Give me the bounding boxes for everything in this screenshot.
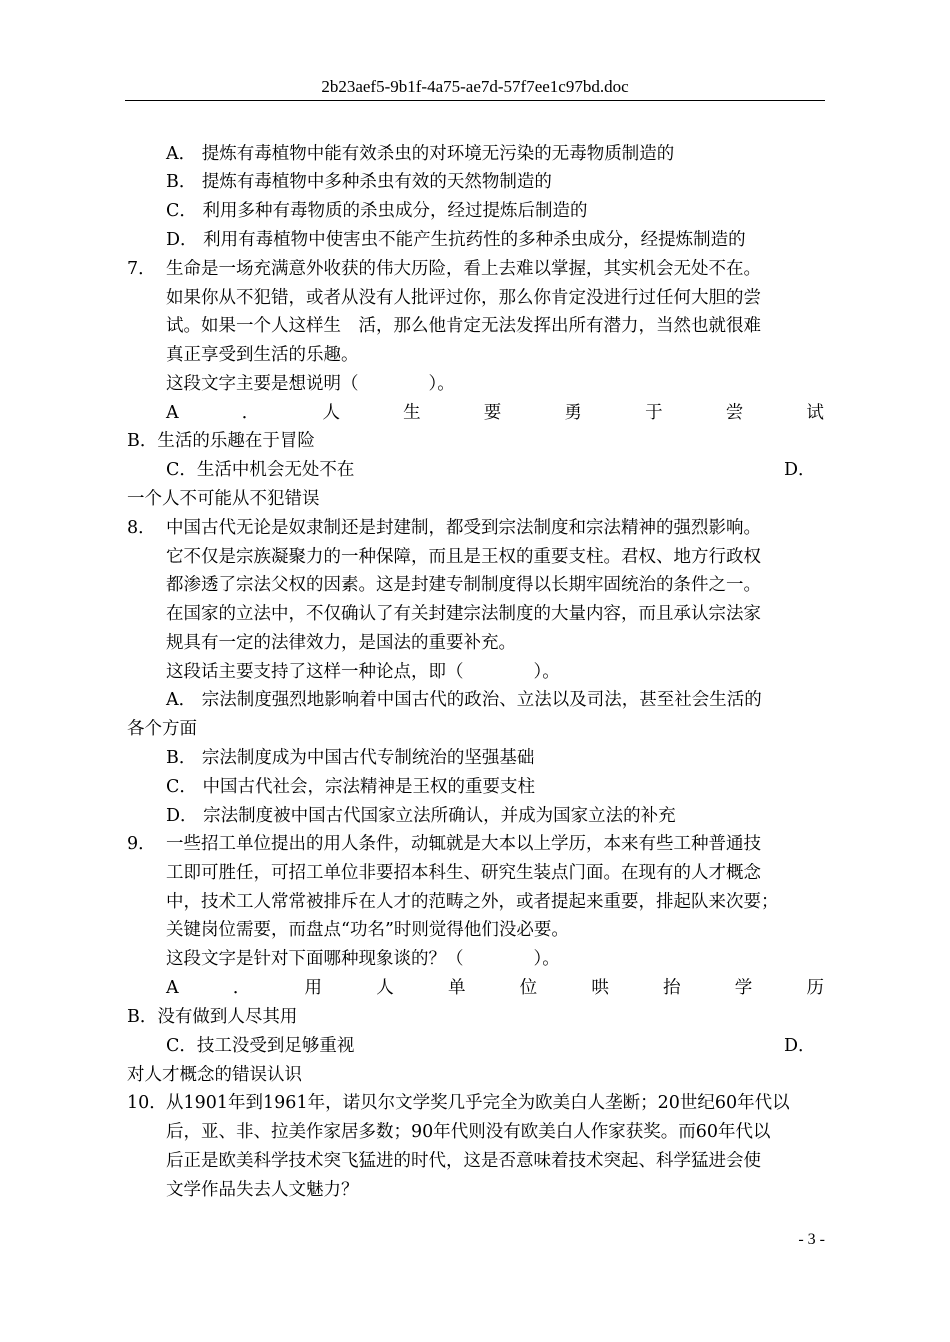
q9-option-a-char: 哄 xyxy=(591,978,609,998)
q7-option-a-char: 于 xyxy=(645,403,663,423)
q7-text-line: 生命是一场充满意外收获的伟大历险，看上去难以掌握，其实机会无处不在。 xyxy=(166,259,761,279)
q9-option-d: 对人才概念的错误认识 xyxy=(127,1065,302,1085)
q7-option-a-char: 要 xyxy=(483,403,502,423)
q7-text-line: 如果你从不犯错，或者从没有人批评过你，那么你肯定没进行过任何大胆的尝 xyxy=(166,288,761,308)
q8-number: 8． xyxy=(127,518,156,538)
q6-option-d: D． 利用有毒植物中使害虫不能产生抗药性的多种杀虫成分，经提炼制造的 xyxy=(166,230,746,250)
q10-number: 10． xyxy=(127,1093,167,1113)
q6-option-c: C． 利用多种有毒物质的杀虫成分，经过提炼后制造的 xyxy=(166,201,588,221)
q7-option-c: C．生活中机会无处不在 xyxy=(166,460,355,480)
q9-option-b: B．没有做到人尽其用 xyxy=(127,1007,298,1027)
q7-option-a-char: ． xyxy=(241,403,260,423)
q8-text-line: 都渗透了宗法父权的因素。这是封建专制制度得以长期牢固统治的条件之一。 xyxy=(166,575,761,595)
q9-option-a-char: 用 xyxy=(304,978,323,998)
q9-text-line: 中，技术工人常常被排斥在人才的范畴之外，或者提起来重要，排起队来次要； xyxy=(166,892,779,912)
q9-option-a-char: 位 xyxy=(519,978,538,998)
q9-option-a-char: 人 xyxy=(376,978,394,998)
q9-option-a-char: ． xyxy=(232,978,251,998)
q7-number: 7． xyxy=(127,259,156,279)
page-number: - 3 - xyxy=(798,1231,825,1248)
q7-option-a-char: 勇 xyxy=(564,403,582,423)
q9-text-line: 一些招工单位提出的用人条件，动辄就是大本以上学历，本来有些工种普通技 xyxy=(166,834,761,854)
q9-prompt: 这段文字是针对下面哪种现象谈的？（ ）。 xyxy=(166,949,560,969)
q9-option-c: C．技工没受到足够重视 xyxy=(166,1036,355,1056)
q6-option-a: A． 提炼有毒植物中能有效杀虫的对环境无污染的无毒物质制造的 xyxy=(166,144,675,164)
q9-option-a-char: 单 xyxy=(447,978,466,998)
q9-option-a-char: A xyxy=(166,978,179,998)
q8-option-a-continued: 各个方面 xyxy=(127,719,197,739)
q10-text-line: 文学作品失去人文魅力？ xyxy=(166,1180,359,1200)
q7-option-a-char: A xyxy=(166,403,179,423)
q7-prompt: 这段文字主要是想说明（ ）。 xyxy=(166,374,455,394)
q9-number: 9． xyxy=(127,834,156,854)
document-filename: 2b23aef5-9b1f-4a75-ae7d-57f7ee1c97bd.doc xyxy=(321,77,629,96)
q8-text-line: 在国家的立法中，不仅确认了有关封建宗法制度的大量内容，而且承认宗法家 xyxy=(166,604,761,624)
q8-text-line: 中国古代无论是奴隶制还是封建制，都受到宗法制度和宗法精神的强烈影响。 xyxy=(166,518,761,538)
q9-text-line: 关键岗位需要，而盘点“功名”时则觉得他们没必要。 xyxy=(166,920,569,940)
q9-option-a xyxy=(166,976,824,1000)
header-divider xyxy=(125,100,825,101)
q7-option-d: 一个人不可能从不犯错误 xyxy=(127,489,320,509)
q10-text-line: 后，亚、非、拉美作家居多数；90年代则没有欧美白人作家获奖。而60年代以 xyxy=(166,1122,771,1142)
q9-option-a-char: 历 xyxy=(806,978,824,998)
q9-text-line: 工即可胜任，可招工单位非要招本科生、研究生装点门面。在现有的人才概念 xyxy=(166,863,761,883)
q9-option-a-char: 学 xyxy=(734,978,753,998)
q7-option-d-label: D． xyxy=(784,460,816,480)
q8-option-b: B． 宗法制度成为中国古代专制统治的坚强基础 xyxy=(166,748,535,768)
q7-option-a-char: 试 xyxy=(806,403,824,423)
q8-option-c: C． 中国古代社会，宗法精神是王权的重要支柱 xyxy=(166,777,535,797)
q8-prompt: 这段话主要支持了这样一种论点，即（ ）。 xyxy=(166,662,560,682)
q7-option-a-char: 尝 xyxy=(725,403,744,423)
q8-text-line: 规具有一定的法律效力，是国法的重要补充。 xyxy=(166,633,516,653)
q6-option-b: B． 提炼有毒植物中多种杀虫有效的天然物制造的 xyxy=(166,172,552,192)
q7-option-a-char: 生 xyxy=(403,403,421,423)
q8-option-d: D． 宗法制度被中国古代国家立法所确认，并成为国家立法的补充 xyxy=(166,806,676,826)
q10-text-line: 后正是欧美科学技术突飞猛进的时代，这是否意味着技术突起、科学猛进会使 xyxy=(166,1151,761,1171)
q8-text-line: 它不仅是宗族凝聚力的一种保障，而且是王权的重要支柱。君权、地方行政权 xyxy=(166,547,761,567)
q9-option-a-char: 抬 xyxy=(663,978,681,998)
q7-text-line: 真正享受到生活的乐趣。 xyxy=(166,345,359,365)
q7-text-line: 试。如果一个人这样生 活，那么他肯定无法发挥出所有潜力，当然也就很难 xyxy=(166,316,761,336)
q10-text-line: 从1901年到1961年，诺贝尔文学奖几乎完全为欧美白人垄断；20世纪60年代以 xyxy=(166,1093,790,1113)
q7-option-b: B．生活的乐趣在于冒险 xyxy=(127,431,315,451)
q9-option-d-label: D． xyxy=(784,1036,816,1056)
q7-option-a-char: 人 xyxy=(322,403,340,423)
q8-option-a: A． 宗法制度强烈地影响着中国古代的政治、立法以及司法，甚至社会生活的 xyxy=(166,690,762,710)
q7-option-a xyxy=(166,401,824,425)
